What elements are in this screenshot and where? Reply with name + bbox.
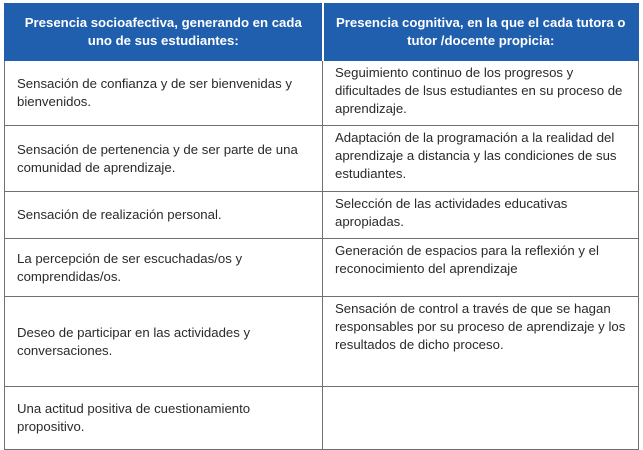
cell-socioafectiva: Una actitud positiva de cuestionamiento propositivo.: [5, 387, 323, 450]
cell-socioafectiva: Deseo de participar en las actividades y conversaciones.: [5, 297, 323, 387]
table-row: [5, 126, 639, 192]
table-header-row: [5, 4, 639, 61]
table-row: [5, 387, 639, 450]
table-row: [5, 61, 639, 126]
table-row: [5, 192, 639, 239]
header-socioafectiva: Presencia socioafectiva, generando en cada uno de sus estudiantes:: [5, 4, 323, 61]
cell-cognitiva: Generación de espacios para la reflexión y el reconocimiento del aprendizaje: [323, 239, 639, 297]
cell-cognitiva: Adaptación de la programación a la realidad del aprendizaje a distancia y las condiciones de sus estudiantes.: [323, 126, 639, 192]
table-row: [5, 297, 639, 387]
presence-table: [4, 3, 639, 450]
cell-cognitiva: Selección de las actividades educativas apropiadas.: [323, 192, 639, 239]
cell-socioafectiva: Sensación de confianza y de ser bienvenidas y bienvenidos.: [5, 61, 323, 126]
cell-socioafectiva: La percepción de ser escuchadas/os y comprendidas/os.: [5, 239, 323, 297]
cell-cognitiva: Sensación de control a través de que se hagan responsables por su proceso de aprendizaje y los resultados de dicho proceso.: [323, 297, 639, 387]
cell-cognitiva: [323, 387, 639, 450]
header-cognitiva: Presencia cognitiva, en la que el cada tutora o tutor /docente propicia:: [323, 4, 639, 61]
cell-cognitiva: Seguimiento continuo de los progresos y dificultades de lsus estudiantes en su proceso de aprendizaje.: [323, 61, 639, 126]
cell-socioafectiva: Sensación de pertenencia y de ser parte de una comunidad de aprendizaje.: [5, 126, 323, 192]
table-row: [5, 239, 639, 297]
cell-socioafectiva: Sensación de realización personal.: [5, 192, 323, 239]
